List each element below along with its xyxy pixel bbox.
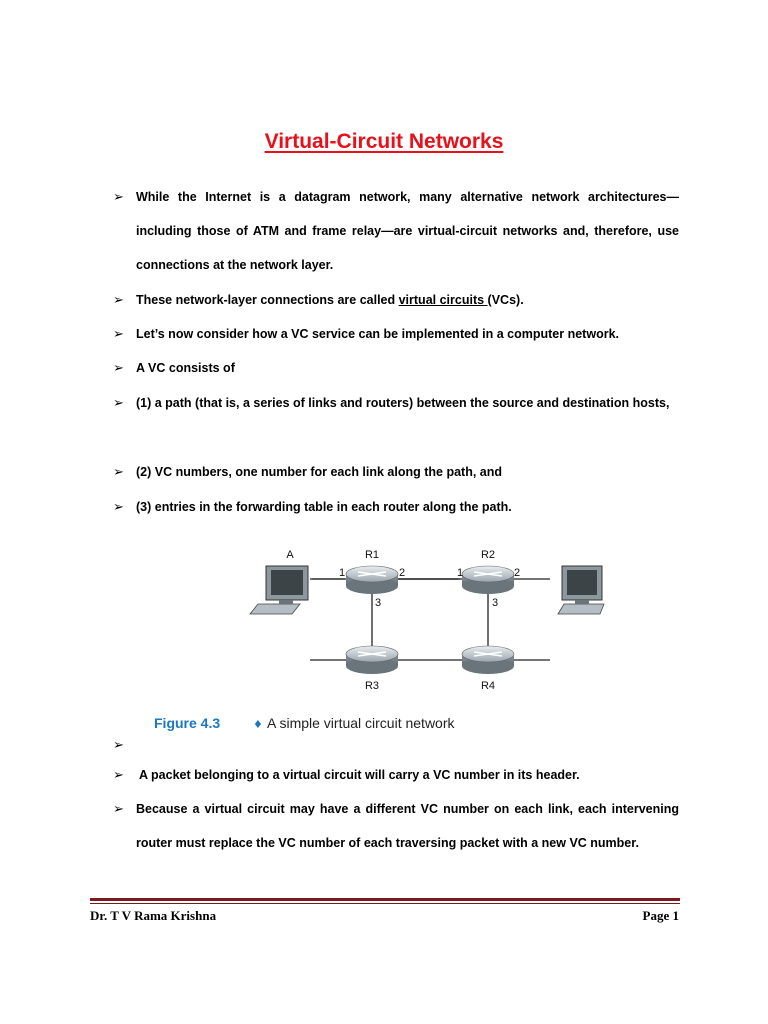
virtual-circuit-network-figure bbox=[140, 532, 550, 742]
footer-author: Dr. T V Rama Krishna bbox=[90, 908, 217, 923]
bullet-arrow-icon: ➢ bbox=[113, 360, 124, 375]
bullet-arrow-icon: ➢ bbox=[113, 801, 124, 816]
bullet-item bbox=[113, 792, 679, 860]
bullet-arrow-icon: ➢ bbox=[113, 767, 124, 782]
footer-rule bbox=[90, 898, 680, 901]
router-r4-icon bbox=[462, 646, 514, 674]
bullet-arrow-icon: ➢ bbox=[113, 395, 124, 410]
bullet-text: A VC consists of bbox=[136, 361, 235, 375]
bullet-item bbox=[113, 180, 679, 282]
figure-caption-number: Figure 4.3 bbox=[154, 715, 221, 731]
bullet-text: Because a virtual circuit may have a different VC number on each link, each intervening router must replace the VC number of each traversing packet with a new VC number. bbox=[136, 802, 679, 850]
bullet-arrow-icon: ➢ bbox=[113, 737, 124, 752]
port-r2-2: 2 bbox=[513, 567, 521, 579]
bullet-arrow-icon: ➢ bbox=[113, 189, 124, 204]
bullet-item bbox=[113, 455, 679, 489]
label-r3: R3 bbox=[364, 680, 380, 692]
host-b-computer-icon bbox=[556, 556, 606, 616]
bullet-arrow-icon: ➢ bbox=[113, 292, 124, 307]
label-host-a: A bbox=[286, 549, 294, 561]
label-r1: R1 bbox=[364, 549, 380, 561]
bullet-text-part: These network-layer connections are called bbox=[136, 293, 399, 307]
figure-caption-text: A simple virtual circuit network bbox=[267, 715, 455, 731]
underlined-term: virtual circuits bbox=[398, 293, 488, 307]
port-r2-1: 1 bbox=[456, 567, 464, 579]
footer-rule bbox=[90, 903, 680, 904]
port-r1-2: 2 bbox=[398, 567, 406, 579]
bullet-arrow-icon: ➢ bbox=[113, 326, 124, 341]
bullet-item bbox=[113, 351, 679, 385]
bullet-text bbox=[136, 283, 679, 317]
label-r2: R2 bbox=[480, 549, 496, 561]
port-r2-3: 3 bbox=[491, 597, 499, 609]
footer-page-number: Page 1 bbox=[642, 908, 679, 923]
host-a-computer-icon bbox=[250, 566, 308, 614]
bullet-arrow-icon: ➢ bbox=[113, 464, 124, 479]
bullet-item bbox=[113, 283, 679, 317]
bullet-text: While the Internet is a datagram network, many alternative network architectures—including those of ATM and frame relay—are virtual-circuit networks and, therefore, use connections at the network layer. bbox=[136, 190, 679, 272]
bullet-arrow-icon: ➢ bbox=[113, 499, 124, 514]
bullet-item bbox=[113, 317, 679, 351]
bullet-item bbox=[113, 758, 679, 792]
bullet-text: A packet belonging to a virtual circuit will carry a VC number in its header. bbox=[136, 768, 580, 782]
bullet-item bbox=[113, 490, 679, 524]
bullet-text: (1) a path (that is, a series of links and routers) between the source and destination hosts, bbox=[136, 396, 670, 410]
label-r4: R4 bbox=[480, 680, 496, 692]
page-title: Virtual-Circuit Networks bbox=[264, 130, 504, 153]
router-r3-icon bbox=[346, 646, 398, 674]
port-r1-3: 3 bbox=[374, 597, 382, 609]
figure-caption-separator: ♦ bbox=[253, 718, 263, 731]
bullet-text-part: (VCs). bbox=[487, 293, 524, 307]
port-r1-1: 1 bbox=[338, 567, 346, 579]
bullet-text: (3) entries in the forwarding table in each router along the path. bbox=[136, 500, 512, 514]
bullet-text: (2) VC numbers, one number for each link along the path, and bbox=[136, 465, 503, 479]
bullet-text: Let’s now consider how a VC service can be implemented in a computer network. bbox=[136, 327, 619, 341]
router-r1-icon bbox=[346, 566, 398, 594]
router-r2-icon bbox=[462, 566, 514, 594]
bullet-item bbox=[113, 386, 679, 420]
